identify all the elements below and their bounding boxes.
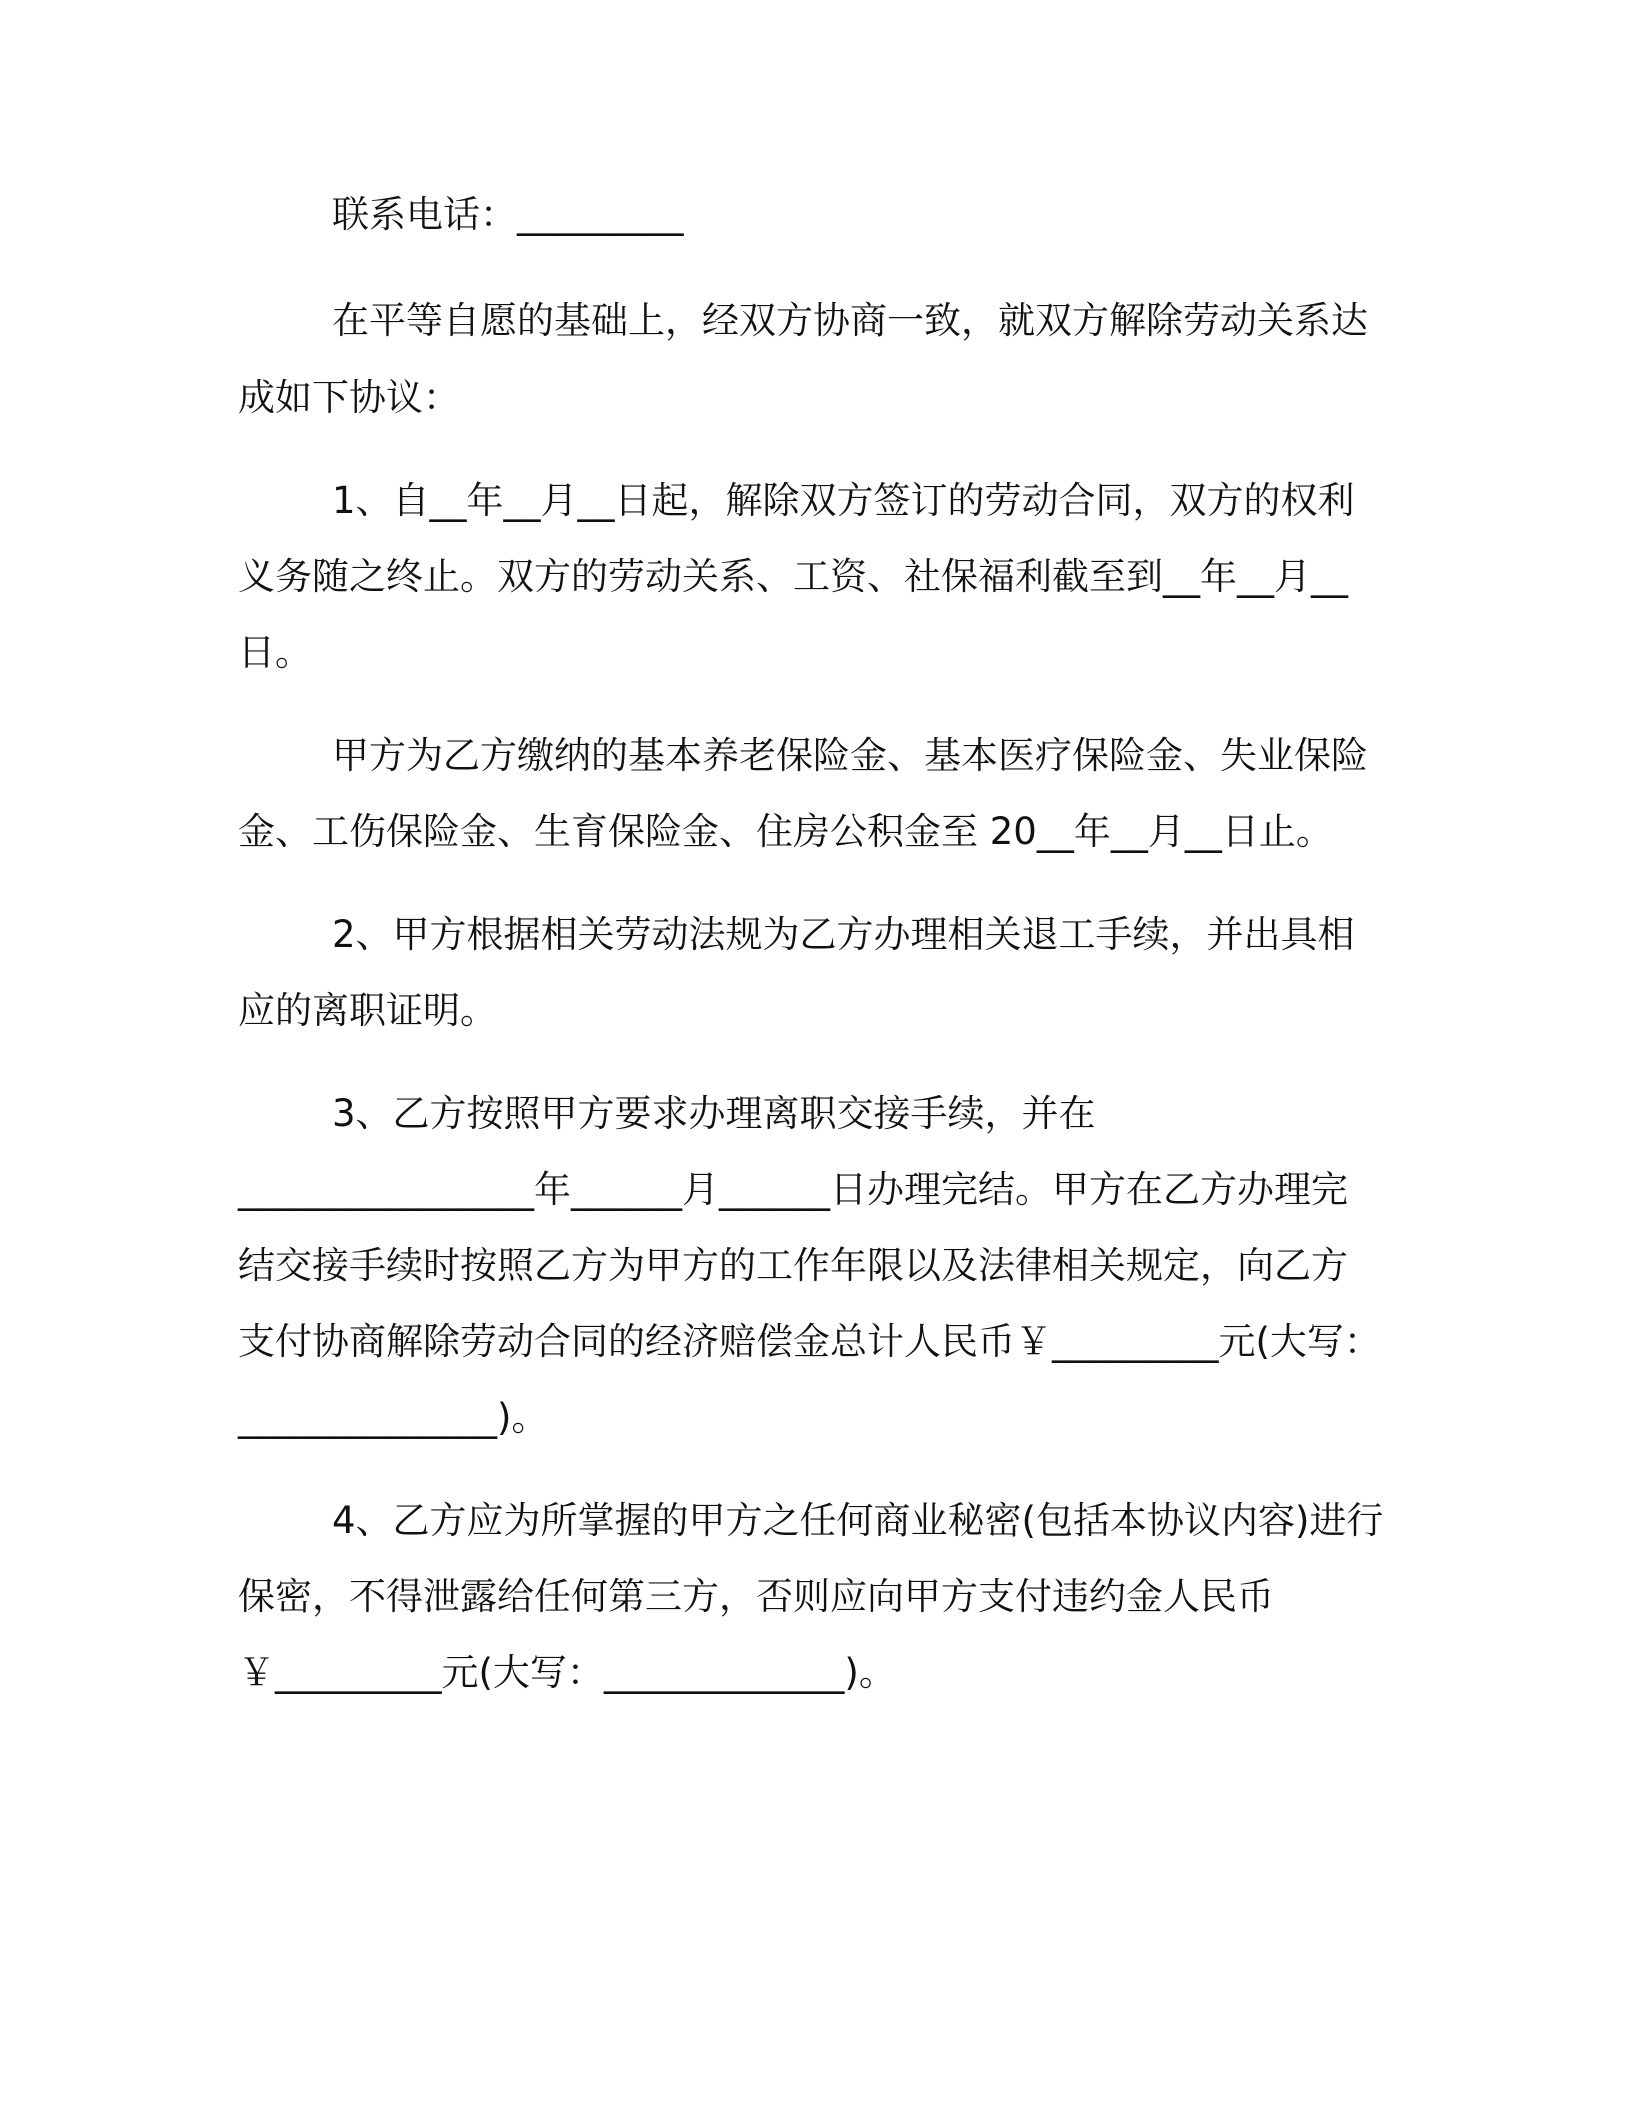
clause-4-line-1: 4、乙方应为所掌握的甲方之任何商业秘密(包括本协议内容)进行 [332,1499,1384,1542]
clause-3-line-2: ________________年______月______日办理完结。甲方在乙方办理完 [238,1168,1348,1211]
clause-3-line-5: ______________)。 [238,1396,549,1439]
insurance-line-2: 金、工伤保险金、生育保险金、住房公积金至 20__年__月__日止。 [238,810,1333,853]
clause-1-line-2: 义务随之终止。双方的劳动关系、工资、社保福利截至到__年__月__ [238,555,1348,598]
clause-2-line-2: 应的离职证明。 [238,989,497,1032]
clause-3-line-1: 3、乙方按照甲方要求办理离职交接手续，并在 [332,1092,1096,1135]
intro-line-2: 成如下协议： [238,376,460,419]
clause-4-line-2: 保密，不得泄露给任何第三方，否则应向甲方支付违约金人民币 [238,1575,1274,1618]
clause-4-line-3: ￥_________元(大写：_____________)。 [238,1651,896,1694]
clause-3-line-4: 支付协商解除劳动合同的经济赔偿金总计人民币￥_________元(大写： [238,1320,1381,1363]
clause-1-line-1: 1、自__年__月__日起，解除双方签订的劳动合同，双方的权利 [332,479,1355,522]
clause-1-line-3: 日。 [238,631,312,674]
clause-3-line-3: 结交接手续时按照乙方为甲方的工作年限以及法律相关规定，向乙方 [238,1244,1348,1287]
intro-line-1: 在平等自愿的基础上，经双方协商一致，就双方解除劳动关系达 [332,299,1368,342]
contact-phone-line: 联系电话：_________ [332,193,684,236]
clause-2-line-1: 2、甲方根据相关劳动法规为乙方办理相关退工手续，并出具相 [332,913,1355,956]
insurance-line-1: 甲方为乙方缴纳的基本养老保险金、基本医疗保险金、失业保险 [332,734,1368,777]
